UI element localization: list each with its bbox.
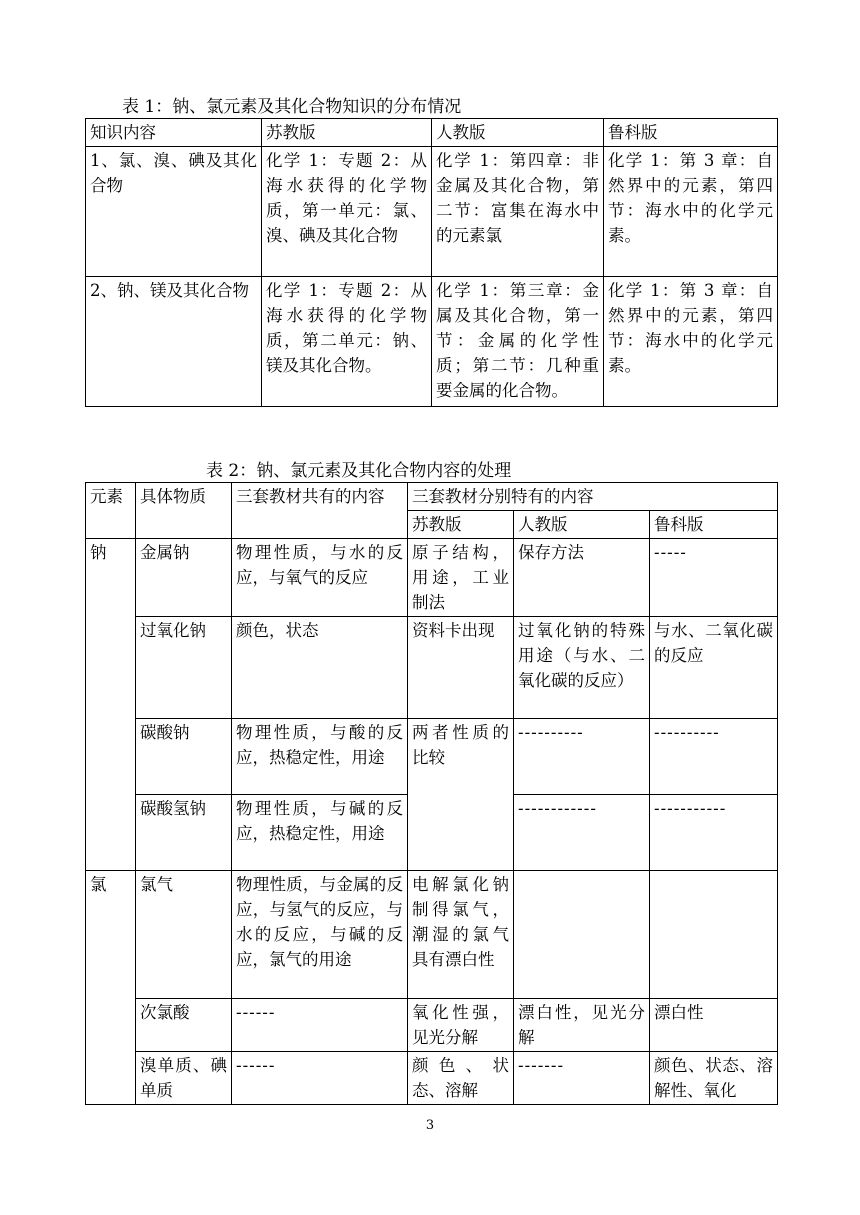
lu-cell: 与水、二氧化碳的反应 xyxy=(650,617,778,719)
su-cell: 电解氯化钠制得氯气，潮湿的氯气具有漂白性 xyxy=(408,871,514,999)
header-knowledge: 知识内容 xyxy=(86,119,262,147)
lu-cell xyxy=(650,871,778,999)
table-cell: 化学 1：第 3 章：自然界中的元素，第四节：海水中的化学元素。 xyxy=(604,147,778,277)
substance-cell: 次氯酸 xyxy=(136,999,232,1052)
table-row xyxy=(86,719,778,795)
element-cell-na: 钠 xyxy=(86,539,136,871)
ren-cell: ---------- xyxy=(514,719,650,795)
table1-caption: 表 1：钠、氯元素及其化合物知识的分布情况 xyxy=(122,97,462,117)
header-lu: 鲁科版 xyxy=(604,119,778,147)
table-row xyxy=(86,539,778,617)
su-cell: 两者性质的比较 xyxy=(408,719,514,871)
su-cell: 氧化性强，见光分解 xyxy=(408,999,514,1052)
table-cell: 2、钠、镁及其化合物 xyxy=(86,277,262,407)
table-cell: 化学 1：第三章：金属及其化合物，第一节：金属的化学性质；第二节：几种重要金属的化合物。 xyxy=(432,277,604,407)
header-specific: 三套教材分别特有的内容 xyxy=(408,483,778,511)
table-header-row xyxy=(86,119,778,147)
substance-cell: 氯气 xyxy=(136,871,232,999)
substance-cell: 过氧化钠 xyxy=(136,617,232,719)
common-cell: 物理性质，与酸的反应，热稳定性，用途 xyxy=(232,719,408,795)
common-cell: 物理性质，与金属的反应，与氢气的反应，与水的反应，与碱的反应，氯气的用途 xyxy=(232,871,408,999)
header-ren: 人教版 xyxy=(514,511,650,539)
table-cell: 化学 1：第 3 章：自然界中的元素，第四节：海水中的化学元素。 xyxy=(604,277,778,407)
header-ren: 人教版 xyxy=(432,119,604,147)
header-substance: 具体物质 xyxy=(136,483,232,539)
table-cell: 化学 1：专题 2：从海水获得的化学物质，第二单元：钠、镁及其化合物。 xyxy=(262,277,432,407)
substance-cell: 溴单质、碘单质 xyxy=(136,1052,232,1105)
ren-cell: ------------ xyxy=(514,795,650,871)
lu-cell: ----------- xyxy=(650,795,778,871)
table-row xyxy=(86,617,778,719)
common-cell: ------ xyxy=(232,1052,408,1105)
header-su: 苏教版 xyxy=(262,119,432,147)
su-cell: 资料卡出现 xyxy=(408,617,514,719)
ren-cell: 漂白性，见光分解 xyxy=(514,999,650,1052)
element-cell-cl: 氯 xyxy=(86,871,136,1105)
table-cell: 化学 1：专题 2：从海水获得的化学物质，第一单元：氯、溴、碘及其化合物 xyxy=(262,147,432,277)
table-cell: 1、氯、溴、碘及其化合物 xyxy=(86,147,262,277)
substance-cell: 碳酸氢钠 xyxy=(136,795,232,871)
table2-caption: 表 2：钠、氯元素及其化合物内容的处理 xyxy=(206,461,512,481)
table-row xyxy=(86,999,778,1052)
common-cell: 物理性质，与碱的反应，热稳定性，用途 xyxy=(232,795,408,871)
lu-cell: ----- xyxy=(650,539,778,617)
common-cell: 物理性质，与水的反应，与氧气的反应 xyxy=(232,539,408,617)
content-processing-table xyxy=(85,482,778,1105)
ren-cell: ------- xyxy=(514,1052,650,1105)
su-cell: 颜色、状态、溶解 xyxy=(408,1052,514,1105)
ren-cell xyxy=(514,871,650,999)
table-row xyxy=(86,1052,778,1105)
page-number: 3 xyxy=(425,1118,435,1133)
distribution-table xyxy=(85,118,778,407)
common-cell: ------ xyxy=(232,999,408,1052)
ren-cell: 过氧化钠的特殊用途（与水、二氧化碳的反应） xyxy=(514,617,650,719)
lu-cell: 漂白性 xyxy=(650,999,778,1052)
table-row xyxy=(86,871,778,999)
header-common: 三套教材共有的内容 xyxy=(232,483,408,539)
header-lu: 鲁科版 xyxy=(650,511,778,539)
lu-cell: 颜色、状态、溶解性、氧化 xyxy=(650,1052,778,1105)
substance-cell: 金属钠 xyxy=(136,539,232,617)
header-element: 元素 xyxy=(86,483,136,539)
header-su: 苏教版 xyxy=(408,511,514,539)
common-cell: 颜色，状态 xyxy=(232,617,408,719)
lu-cell: ---------- xyxy=(650,719,778,795)
table-row xyxy=(86,277,778,407)
substance-cell: 碳酸钠 xyxy=(136,719,232,795)
table-cell: 化学 1：第四章：非金属及其化合物，第二节：富集在海水中的元素氯 xyxy=(432,147,604,277)
su-cell: 原子结构，用途，工业制法 xyxy=(408,539,514,617)
table-row xyxy=(86,147,778,277)
ren-cell: 保存方法 xyxy=(514,539,650,617)
table-header-row xyxy=(86,483,778,511)
